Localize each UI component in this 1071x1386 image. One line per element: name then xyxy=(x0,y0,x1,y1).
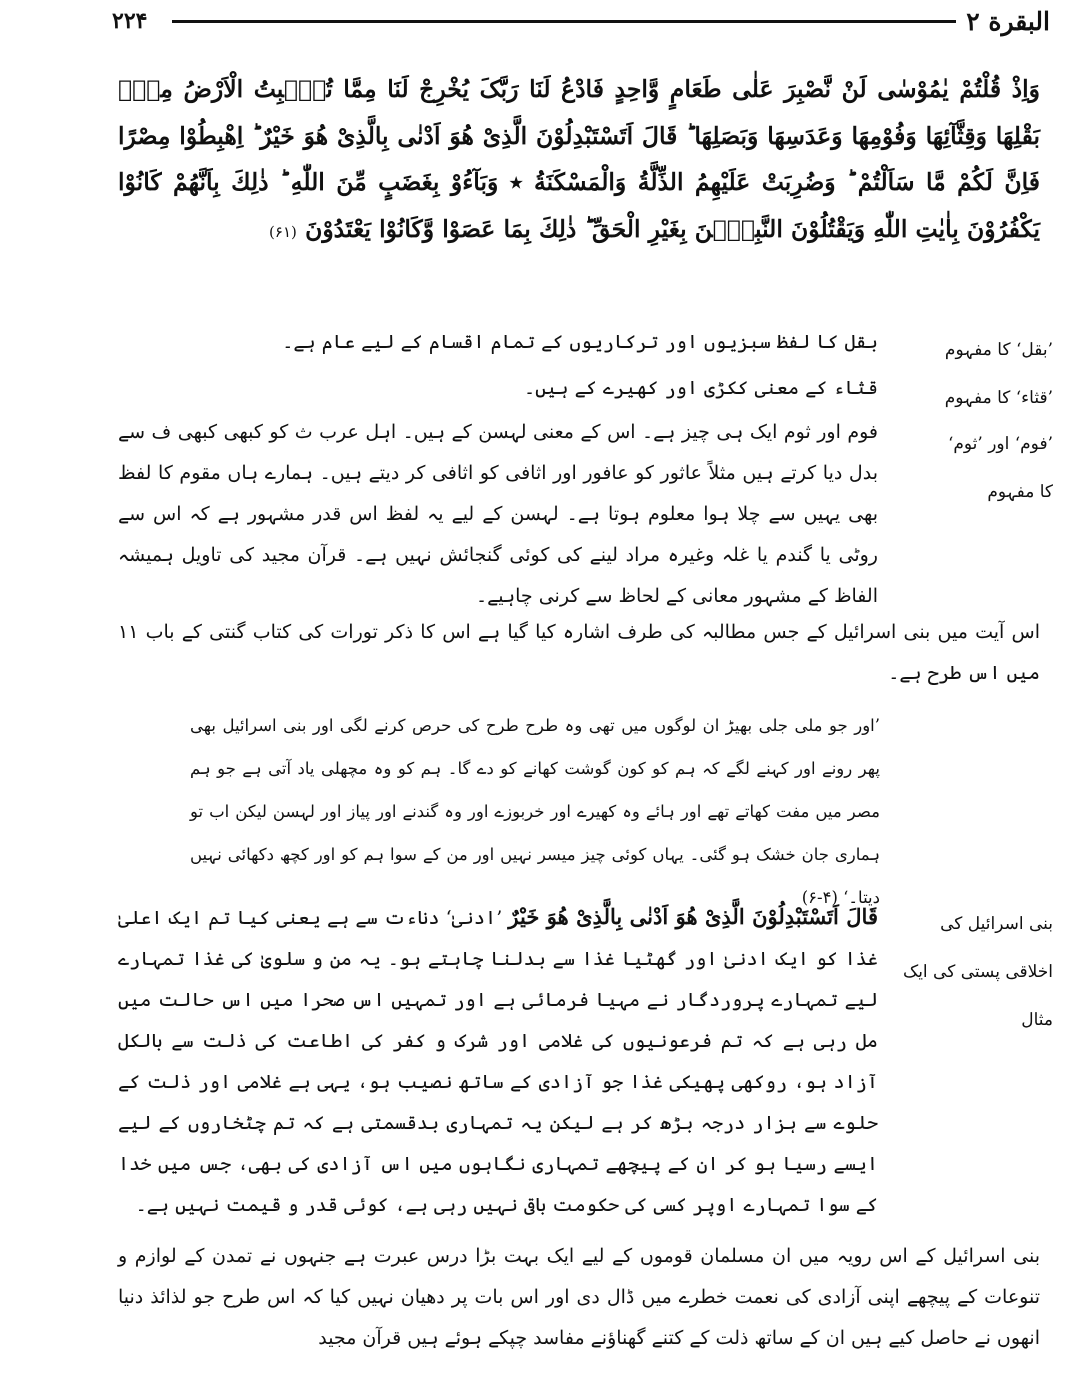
quoted-verse-fragment: قَالَ اَتَسْتَبْدِلُوْنَ الَّذِیْ هُوَ اَدْنٰی بِالَّذِیْ هُوَ خَیْرٌ xyxy=(508,904,878,929)
quran-verse xyxy=(118,66,1040,255)
side-note-qiththa: ’قثاء‘ کا مفہوم xyxy=(944,388,1053,408)
paragraph-numbers-reference: اس آیت میں بنی اسرائیل کے جس مطالبہ کی طرف اشارہ کیا گیا ہے اس کا ذکر تورات کی کتاب گنتی کے باب ۱۱ میں اس طرح ہے۔ xyxy=(118,621,1040,684)
moral-explanation: ’ادنیٰ‘ دناءت سے ہے یعنی کیا تم ایک اعلیٰ غذا کو ایک ادنیٰ اور گھٹیا غذا سے بدلنا چاہتے ہو۔ یہ من و سلویٰ کی غذا تمہارے لیے تمہارے پروردگار نے مہیا فرمائی ہے اور تمہیں اس صحرا میں اس حالت میں مل رہی ہے کہ تم فرعونیوں کی غلامی اور شرک و کفر کی اطاعت کی ذلت سے بالکل آزاد ہو، روکھی پھیکی غذا جو آزادی کے ساتھ نصیب ہو، یہی ہے غلامی اور ذلت کے حلوے سے ہزار درجہ بڑھ کر ہے لیکن یہ تمہاری بدقسمتی ہے کہ تم چٹخاروں کے لیے ایسے رسیا ہو کر ان کے پیچھے تمہاری نگاہوں میں اس آزادی کی بھی، جس میں خدا کے سوا تمہارے اوپر کسی کی حکومت باقی نہیں رہی ہے، کوئی قدر و قیمت نہیں ہے۔ xyxy=(118,907,878,1216)
verse-number: (۶۱) xyxy=(269,222,297,241)
side-note-moral-decline: بنی اسرائیل کی اخلاقی پستی کی ایک مثال xyxy=(902,914,1053,1030)
page-header xyxy=(112,6,1050,36)
verse-text: وَاِذْ قُلْتُمْ یٰمُوْسٰی لَنْ نَّصْبِرَ عَلٰی طَعَامٍ وَّاحِدٍ فَادْعُ لَنَا رَبَّکَ یُخْرِجْ لَنَا مِمَّا تُنْۢبِتُ الْاَرْضُ مِنْۢ بَقْلِهَا وَقِثَّآئِهَا وَفُوْمِهَا وَعَدَسِهَا وَبَصَلِهَا ؕ قَالَ اَتَسْتَبْدِلُوْنَ الَّذِیْ هُوَ اَدْنٰی بِالَّذِیْ هُوَ خَیْرٌ ؕ اِهْبِطُوْا مِصْرًا فَاِنَّ لَكُمْ مَّا سَاَلْتُمْ ؕ وَضُرِبَتْ عَلَیْهِمُ الذِّلَّةُ وَالْمَسْكَنَةُ ٭ وَبَآءُوْ بِغَضَبٍ مِّنَ اللّٰهِ ؕ ذٰلِكَ بِاَنَّهُمْ كَانُوْا یَكْفُرُوْنَ بِاٰیٰتِ اللّٰهِ وَیَقْتُلُوْنَ النَّبِیّٖنَ بِغَیْرِ الْحَقِّ ؕ ذٰلِكَ بِمَا عَصَوْا وَّكَانُوْا یَعْتَدُوْنَ xyxy=(118,75,1040,243)
surah-title: البقرة ۲ xyxy=(966,6,1050,36)
page-number: ۲۲۴ xyxy=(112,8,148,34)
header-rule xyxy=(172,20,956,23)
side-note-baql: ’بقل‘ کا مفہوم xyxy=(944,340,1053,360)
paragraph-lesson: بنی اسرائیل کے اس رویہ میں ان مسلمان قوموں کے لیے ایک بہت بڑا درس عبرت ہے جنہوں نے تمدن کے لوازم و تنوعات کے پیچھے اپنی آزادی کی نعمت خطرے میں ڈال دی اور اس بات پر دھیان نہیں کیا کہ اس طرح جو لذائذ دنیا انھوں نے حاصل کیے ہیں ان کے ساتھ ذلت کے کتنے گھناؤنے مفاسد چپکے ہوئے ہیں قرآن مجید xyxy=(118,1245,1041,1349)
side-note-foom: ’فوم‘ اور ’ثوم‘ کا مفہوم xyxy=(947,434,1053,502)
paragraph-foom: فوم اور ثوم ایک ہی چیز ہے۔ اس کے معنی لہسن کے ہیں۔ اہل عرب ث کو کبھی کبھی ف سے بدل دیا کرتے ہیں مثلاً عاثور کو عافور اور اثافی کو اثافی کر دیتے ہیں۔ ہمارے ہاں مقوم کا لفظ بھی یہیں سے چلا ہوا معلوم ہوتا ہے۔ لہسن کے لیے یہ لفظ اس قدر مشہور ہے کہ اس سے روٹی یا گندم یا غلہ وغیرہ مراد لینے کی کوئی گنجائش نہیں ہے۔ قرآن مجید کی تاویل ہمیشہ الفاظ کے مشہور معانی کے لحاظ سے کرنی چاہیے۔ xyxy=(118,421,878,607)
paragraph-qiththa: قثاء کے معنی ککڑی اور کھیرے کے ہیں۔ xyxy=(524,377,878,399)
torah-quote: ’اور جو ملی جلی بھیڑ ان لوگوں میں تھی وہ طرح طرح کی حرص کرنے لگی اور بنی اسرائیل بھی پھر رونے اور کہنے لگے کہ ہم کو کون گوشت کھانے کو دے گا۔ ہم کو وہ مچھلی یاد آتی ہے جو ہم مصر میں مفت کھاتے تھے اور ہائے وہ کھیرے اور خربوزے اور وہ گندنے اور پیاز اور لہسن لیکن اب تو ہماری جان خشک ہو گئی۔ یہاں کوئی چیز میسر نہیں اور من کے سوا ہم کو اور کچھ دکھائی نہیں دیتا۔‘ (۴-۶) xyxy=(190,716,880,907)
paragraph-baql: بقل کا لفظ سبزیوں اور ترکاریوں کے تمام اقسام کے لیے عام ہے۔ xyxy=(282,331,878,353)
paragraph-moral-decline xyxy=(118,896,878,1226)
